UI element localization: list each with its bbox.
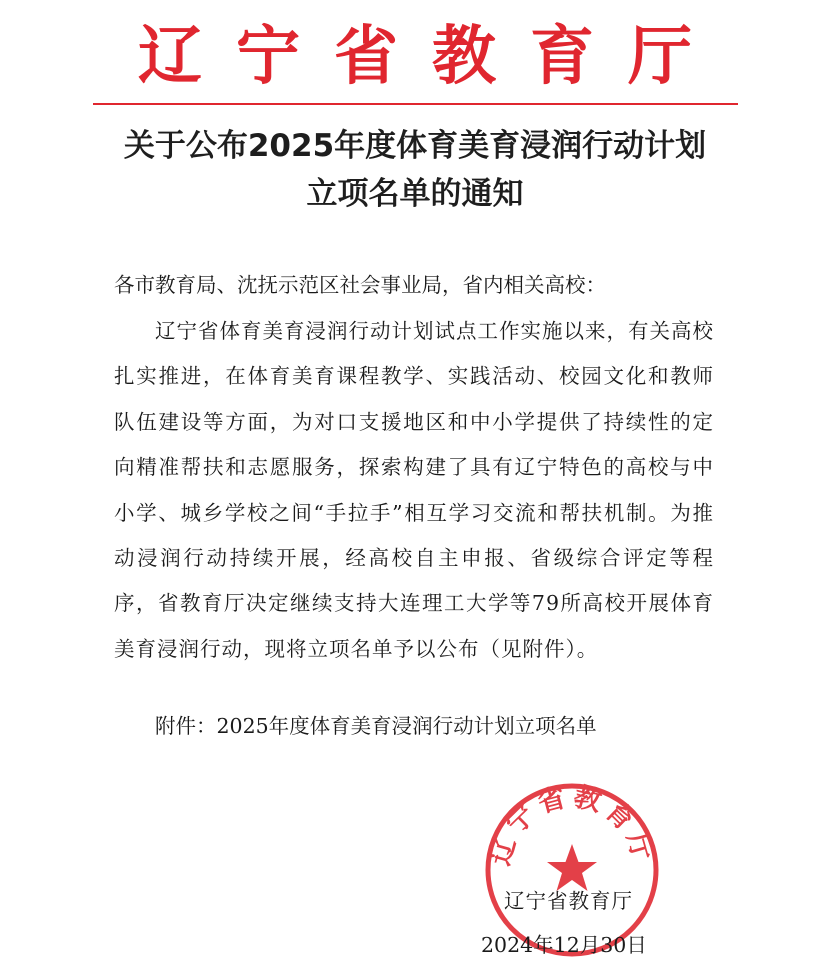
masthead-title: 辽宁省教育厅: [138, 19, 726, 94]
body-paragraph: 辽宁省体育美育浸润行动计划试点工作实施以来，有关高校扎实推进，在体育美育课程教学、实践活动、校园文化和教师队伍建设等方面，为对口支援地区和中小学提供了持续性的定向精准帮扶和志愿服务，探索构建了具有辽宁特色的高校与中小学、城乡学校之间“手拉手”相互学习交流和帮扶机制。为推动浸润行动持续开展，经高校自主申报、省级综合评定等程序，省教育厅决定继续支持大连理工大学等79所高校开展体育美育浸润行动，现将立项名单予以公布（见附件）。: [114, 319, 714, 661]
title-line-2: 立项名单的通知: [306, 176, 524, 212]
document-title: [0, 122, 830, 218]
salutation: 各市教育局、沈抚示范区社会事业局，省内相关高校：: [114, 273, 606, 297]
red-divider-line: [93, 103, 738, 105]
seal-text: 辽宁省教育厅: [484, 781, 660, 869]
attachment-line: 附件：2025年度体育美育浸润行动计划立项名单: [155, 714, 597, 738]
signature-organization: 辽宁省教育厅: [504, 889, 633, 913]
seal-star-icon: [547, 844, 597, 891]
title-line-1: 关于公布2025年度体育美育浸润行动计划: [123, 128, 707, 164]
signature-date: 2024年12月30日: [481, 933, 647, 957]
